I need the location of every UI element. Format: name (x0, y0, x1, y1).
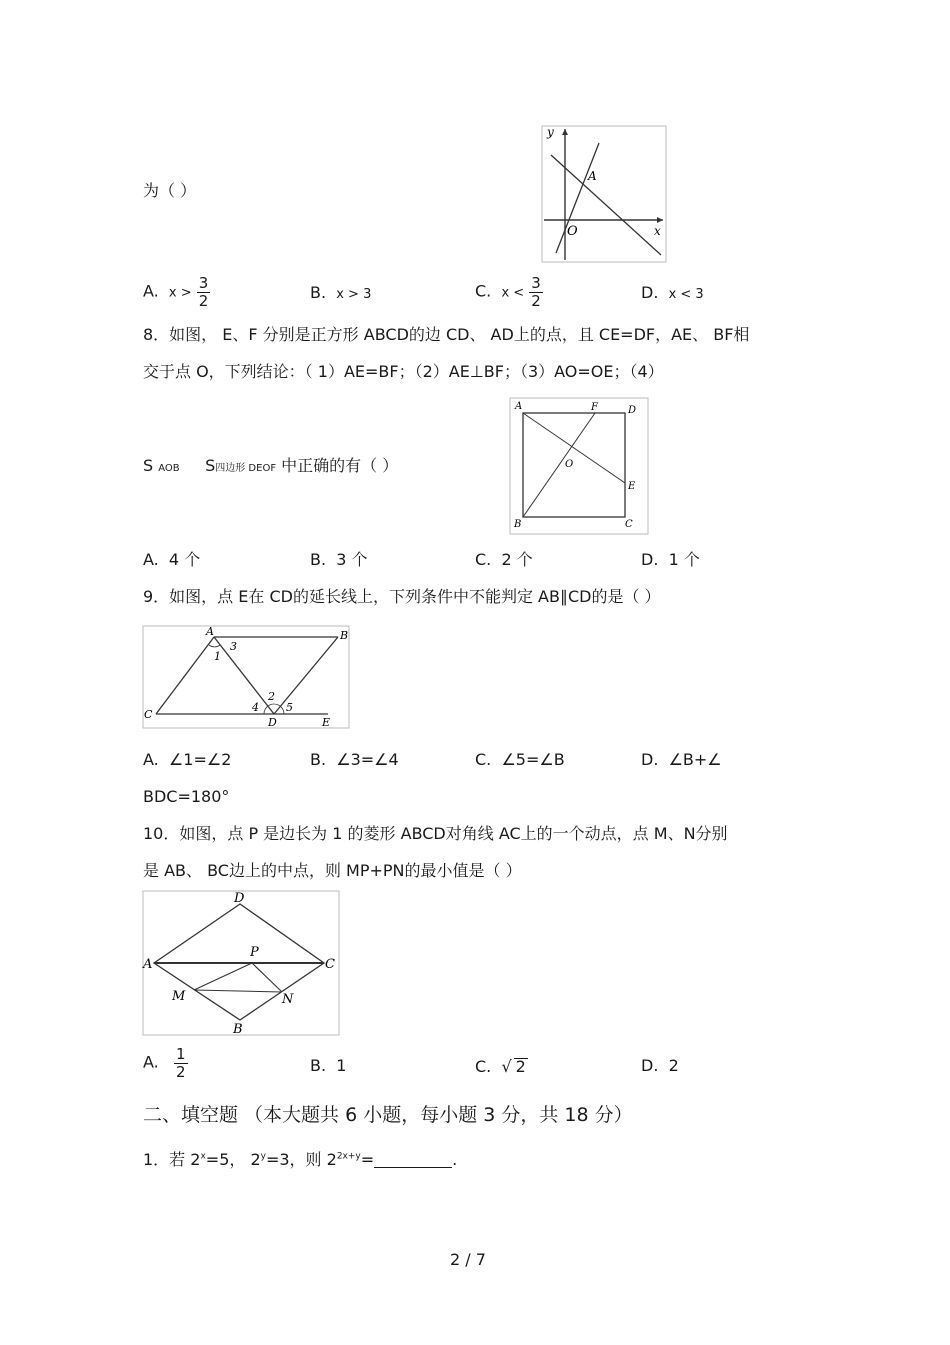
q10-line-2: 是 AB、 BC边上的中点，则 MP+PN的最小值是（ ） (143, 861, 522, 880)
q8-option-d: D. 1 个 (641, 550, 700, 569)
answer-blank (374, 1153, 452, 1168)
q8-option-a: A. 4 个 (143, 550, 201, 569)
q7-label-x: x (654, 224, 661, 238)
q10-label-a: A (143, 957, 153, 972)
q8-label-a: A (515, 401, 523, 412)
q10-option-c: C. √ 2 (475, 1057, 526, 1076)
segment-pn (252, 963, 282, 992)
square-abcd (523, 413, 625, 517)
q10-option-b: B. 1 (310, 1056, 347, 1075)
q9-label-b: B (340, 629, 349, 642)
segment-bf (523, 413, 595, 517)
q8-option-c: C. 2 个 (475, 550, 533, 569)
q9-option-b: B. ∠3=∠4 (310, 750, 399, 769)
q8-label-d: D (628, 405, 637, 416)
q7-option-a: A. x > $\frac{3}{2}$ (143, 274, 209, 310)
segment-ac (156, 637, 214, 714)
q9-angle-1: 1 (214, 650, 221, 663)
q9-figure (142, 625, 350, 729)
segment-ad (214, 637, 274, 714)
q10-label-c: C (325, 957, 335, 972)
q10-line-1: 10．如图，点 P 是边长为 1 的菱形 ABCD对角线 AC上的一个动点，点 M、N分别 (143, 824, 728, 843)
q8-label-o: O (565, 459, 574, 470)
q7-label-a: A (588, 169, 597, 183)
q9-line-1: 9．如图，点 E在 CD的延长线上，下列条件中不能判定 AB∥CD的是（ ） (143, 587, 661, 606)
q9-angle-4: 4 (252, 701, 259, 714)
q10-label-b: B (233, 1022, 243, 1036)
q10-rhombus-figure (142, 890, 340, 1036)
page-number: 2 / 7 (450, 1250, 486, 1269)
q7-coordinate-figure (541, 125, 667, 263)
q10-option-d: D. 2 (641, 1056, 679, 1075)
q7-option-d: D. x < 3 (641, 283, 704, 302)
q9-option-d: D. ∠B+∠ (641, 750, 722, 769)
q7-label-y: y (547, 125, 554, 139)
q10-label-d: D (234, 891, 245, 906)
line-decreasing (551, 155, 661, 255)
q9-label-d: D (268, 716, 277, 729)
q8-label-c: C (625, 519, 633, 530)
q8-label-b: B (514, 519, 522, 530)
segment-ae (523, 413, 625, 483)
q8-square-figure (509, 397, 649, 535)
q8-option-b: B. 3 个 (310, 550, 368, 569)
q8-label-f: F (591, 402, 598, 413)
q9-option-c: C. ∠5=∠B (475, 750, 565, 769)
segment-mn (194, 990, 282, 992)
q8-line-3: S AOB S四边形 DEOF 中正确的有（ ） (143, 456, 399, 475)
q9-label-e: E (322, 716, 331, 729)
q9-angle-5: 5 (286, 701, 293, 714)
q9-angle-3: 3 (230, 640, 237, 653)
q8-label-e: E (628, 481, 636, 492)
q9-label-a: A (206, 625, 214, 638)
q10-option-a: A. $\frac{1}{2}$ (143, 1045, 186, 1081)
q10-label-n: N (282, 992, 294, 1007)
q8-line-1: 8．如图， E、F 分别是正方形 ABCD的边 CD、 AD上的点，且 CE=DF，AE、 BF相 (143, 325, 750, 344)
q9-option-d-continued: BDC=180° (143, 787, 230, 806)
segment-mp (194, 963, 252, 990)
q7-option-c: C. x < $\frac{3}{2}$ (475, 274, 541, 310)
q7-label-o: O (567, 224, 578, 239)
q7-text-tail: 为（ ） (143, 181, 197, 200)
q10-label-m: M (172, 989, 186, 1004)
segment-bd (274, 637, 338, 714)
q7-option-b: B. x > 3 (310, 283, 372, 302)
q8-line-2: 交于点 O，下列结论：（ 1）AE=BF；（2）AE⊥BF；（3）AO=OE；（4） (143, 362, 664, 381)
q10-label-p: P (250, 945, 259, 960)
section-2-title: 二、填空题 （本大题共 6 小题，每小题 3 分，共 18 分） (143, 1104, 633, 1126)
q9-angle-2: 2 (268, 690, 275, 703)
q9-label-c: C (144, 708, 153, 721)
q9-option-a: A. ∠1=∠2 (143, 750, 232, 769)
fill-question-1: 1．若 $2^x=5$， $2^y=3$，则 $2^{2x+y}=$ . (143, 1150, 458, 1169)
